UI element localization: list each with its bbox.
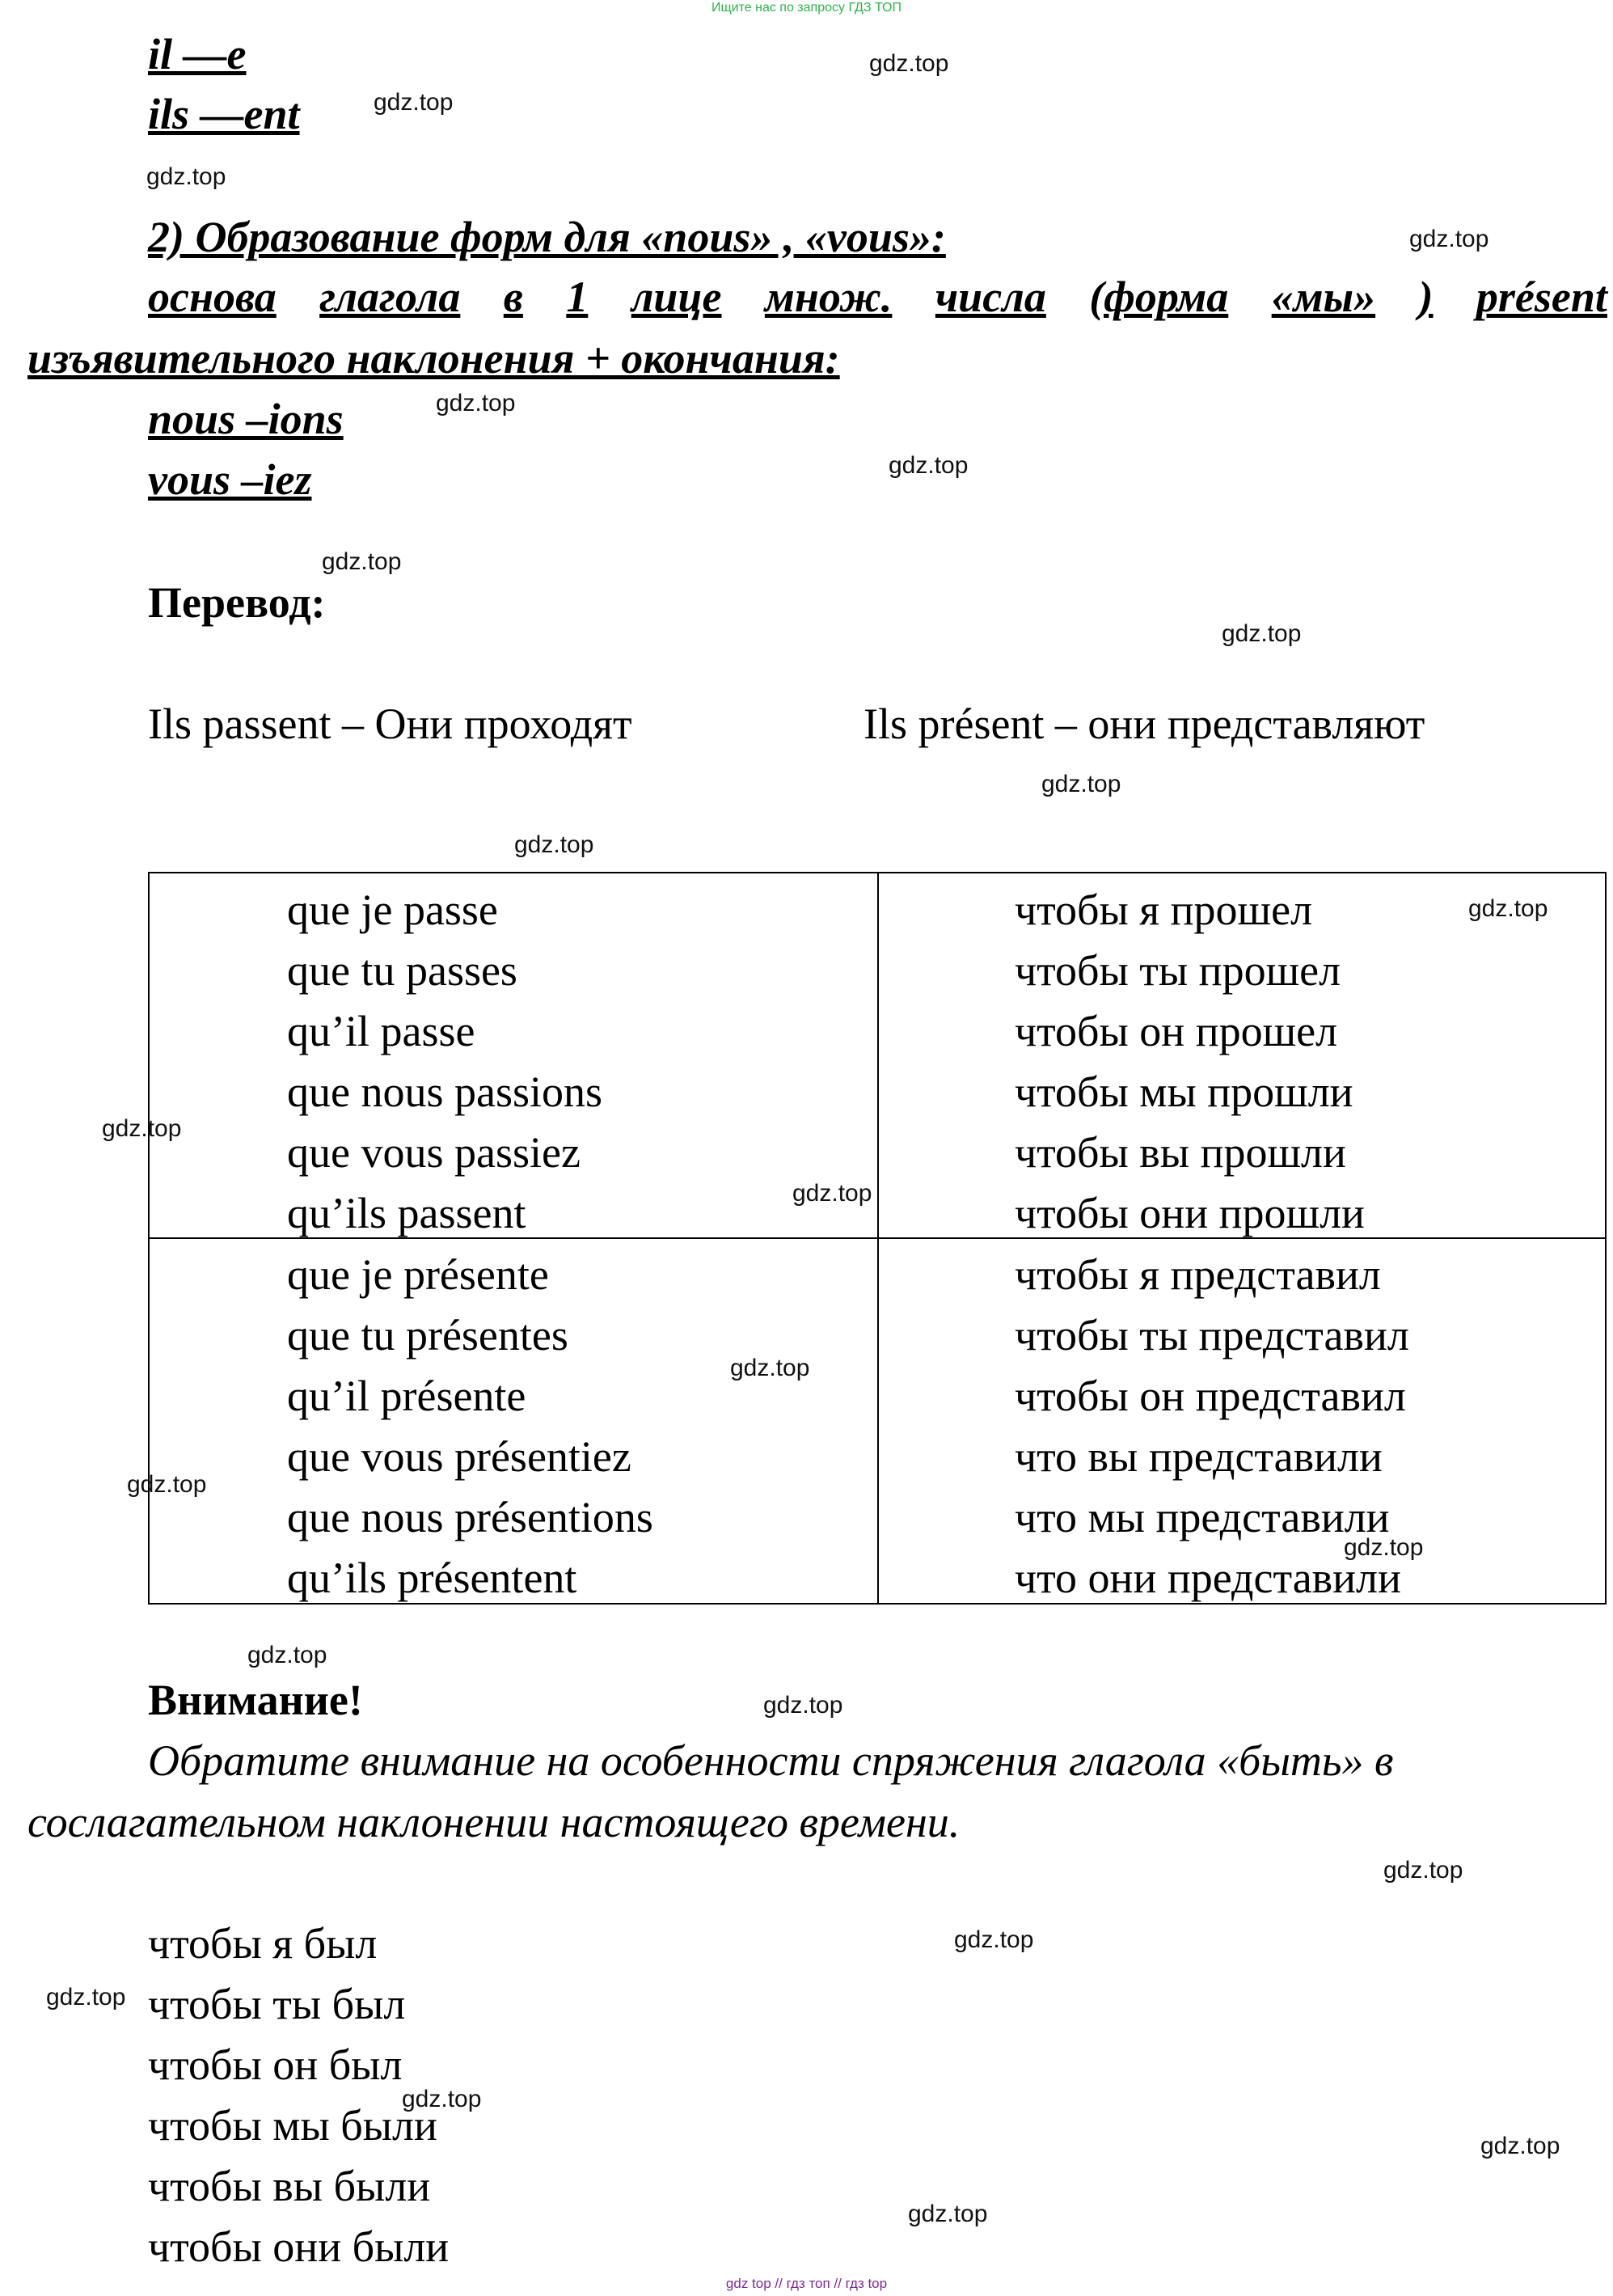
table-cell-french: que nous présentions <box>287 1493 653 1541</box>
word: в <box>503 273 523 321</box>
watermark: gdz.top <box>1344 1534 1424 1561</box>
word: (форма <box>1089 273 1229 321</box>
etre-form: чтобы вы были <box>148 2162 431 2210</box>
vous-ending-rule: vous –iez <box>148 455 312 504</box>
section2-line1 <box>148 275 1607 319</box>
watermark: gdz.top <box>1480 2133 1560 2159</box>
table-cell-russian: чтобы ты прошел <box>1015 946 1341 995</box>
translation-example-left: Ils passent – Они проходят <box>148 700 632 748</box>
translation-heading: Перевод: <box>148 578 326 627</box>
attention-heading: Внимание! <box>148 1676 363 1724</box>
watermark: gdz.top <box>730 1355 810 1381</box>
il-ending-rule: il —e <box>148 30 247 78</box>
watermark: gdz.top <box>954 1926 1034 1953</box>
table-cell-russian: что они представили <box>1015 1554 1401 1602</box>
watermark: gdz.top <box>514 831 594 858</box>
table-cell-french: que tu passes <box>287 946 517 995</box>
watermark: gdz.top <box>1468 895 1548 922</box>
table-cell-russian: чтобы они прошли <box>1015 1189 1365 1237</box>
table-cell-french: qu’il présente <box>287 1372 526 1420</box>
table-cell-french: que vous présentiez <box>287 1432 631 1481</box>
translation-example-right: Ils présent – они представляют <box>864 700 1425 748</box>
watermark: gdz.top <box>146 163 226 190</box>
word: множ. <box>764 273 893 321</box>
table-cell-russian: что мы представили <box>1015 1493 1390 1541</box>
etre-form: чтобы я был <box>148 1919 378 1968</box>
word: числа <box>935 273 1046 321</box>
watermark: gdz.top <box>869 50 949 77</box>
word: 1 <box>566 273 589 321</box>
table-cell-russian: чтобы вы прошли <box>1015 1128 1346 1177</box>
watermark: gdz.top <box>436 390 516 416</box>
table-cell-french: qu’ils présentent <box>287 1554 577 1602</box>
watermark: gdz.top <box>763 1692 843 1719</box>
table-cell-russian: чтобы ты представил <box>1015 1311 1409 1359</box>
etre-form: чтобы ты был <box>148 1980 406 2028</box>
word: ) <box>1418 273 1434 321</box>
etre-form: чтобы он был <box>148 2040 403 2089</box>
watermark: gdz.top <box>1222 620 1302 647</box>
attention-line2: сослагательном наклонении настоящего времени. <box>27 1798 961 1846</box>
table-cell-french: que nous passions <box>287 1068 602 1116</box>
table-divider-horizontal <box>150 1237 1605 1239</box>
footer-banner: gdz top // гдз топ // гдз top <box>725 2276 888 2291</box>
nous-ending-rule: nous –ions <box>148 395 344 443</box>
watermark: gdz.top <box>127 1471 207 1498</box>
table-cell-russian: чтобы он представил <box>1015 1372 1406 1420</box>
watermark: gdz.top <box>322 548 402 575</box>
table-cell-french: que tu présentes <box>287 1311 568 1359</box>
table-cell-russian: чтобы он прошел <box>1015 1007 1338 1055</box>
watermark: gdz.top <box>889 452 969 479</box>
watermark: gdz.top <box>374 89 454 116</box>
watermark: gdz.top <box>247 1642 327 1668</box>
table-cell-french: que je présente <box>287 1250 549 1299</box>
table-cell-french: qu’il passe <box>287 1007 475 1055</box>
table-cell-russian: чтобы я представил <box>1015 1250 1381 1299</box>
watermark: gdz.top <box>908 2201 988 2227</box>
table-cell-russian: чтобы мы прошли <box>1015 1068 1353 1116</box>
table-cell-russian: чтобы я прошел <box>1015 886 1313 934</box>
watermark: gdz.top <box>46 1984 126 2011</box>
word: présent <box>1476 273 1607 321</box>
table-cell-french: qu’ils passent <box>287 1189 526 1237</box>
watermark: gdz.top <box>1409 226 1489 252</box>
section2-line2: изъявительного наклонения + окончания: <box>27 334 840 383</box>
word: глагола <box>319 273 461 321</box>
etre-form: чтобы мы были <box>148 2101 437 2150</box>
conjugation-table <box>148 872 1607 1605</box>
watermark: gdz.top <box>102 1115 182 1142</box>
etre-form: чтобы они были <box>148 2222 450 2271</box>
watermark: gdz.top <box>792 1180 872 1207</box>
word: основа <box>148 273 277 321</box>
word: лице <box>631 273 722 321</box>
ils-ending-rule: ils —ent <box>148 90 300 138</box>
watermark: gdz.top <box>1383 1857 1463 1884</box>
table-cell-russian: что вы представили <box>1015 1432 1383 1481</box>
watermark: gdz.top <box>402 2086 482 2112</box>
word: «мы» <box>1271 273 1376 321</box>
attention-line1: Обратите внимание на особенности спряжения глагола «быть» в <box>148 1736 1394 1785</box>
top-banner: Ищите нас по запросу ГДЗ ТОП <box>711 1 902 15</box>
section2-title: 2) Образование форм для «nous» , «vous»: <box>148 213 946 261</box>
table-cell-french: que je passe <box>287 886 498 934</box>
table-cell-french: que vous passiez <box>287 1128 581 1177</box>
watermark: gdz.top <box>1041 771 1121 797</box>
